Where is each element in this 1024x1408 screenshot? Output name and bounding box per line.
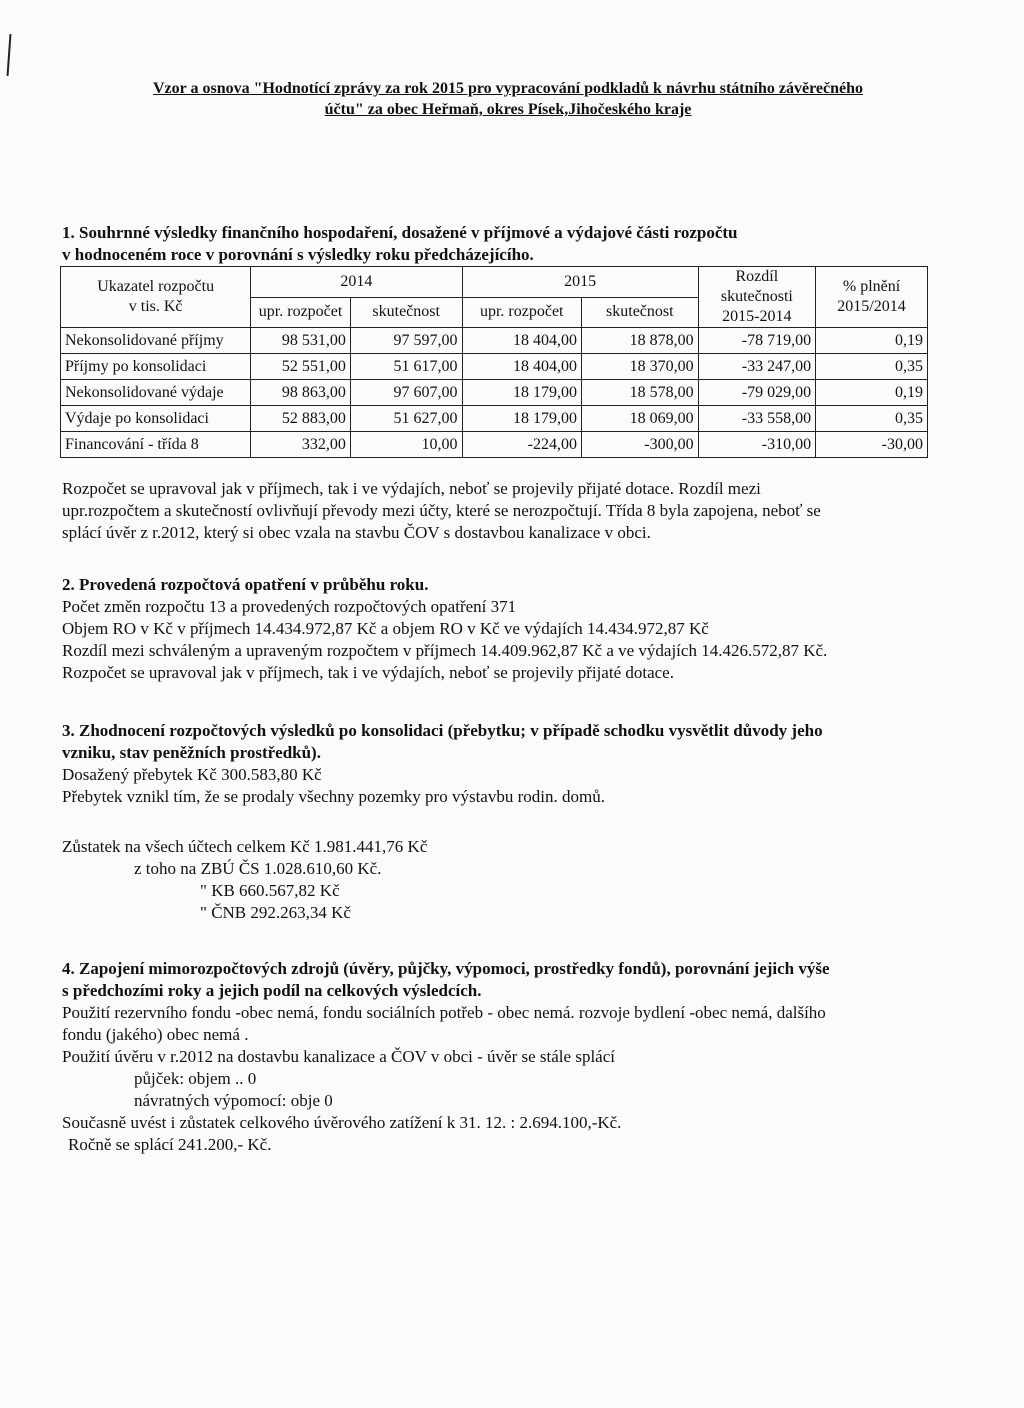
title-line-2: účtu" za obec Heřmaň, okres Písek,Jihočeského kraje [324,101,692,118]
cell-pct: 0,35 [816,406,928,432]
cell-b2014: 98 863,00 [251,380,351,406]
table-row [61,380,928,406]
cell-b2015: 18 404,00 [462,328,581,354]
title-line-1: Vzor a osnova "Hodnotící zprávy za rok 2015 pro vypracování podkladů k návrhu státního závěrečného [153,80,863,97]
header-indicator-line-1: Ukazatel rozpočtu [97,278,215,295]
cell-b2015: 18 179,00 [462,406,581,432]
section4-line-6: Současně uvést i zůstatek celkového úvěrového zatížení k 31. 12. : 2.694.100,-Kč. [62,1113,622,1132]
section1-heading-line-2: v hodnoceném roce v porovnání s výsledky roku předcházejícího. [62,245,534,264]
header-budget-2014: upr. rozpočet [251,297,351,328]
header-difference [698,267,815,328]
document-title [78,78,938,120]
section4-line-2: fondu (jakého) obec nemá . [62,1025,249,1044]
header-pct-line-2: 2015/2014 [837,298,906,315]
section3-heading-line-2: vzniku, stav peněžních prostředků). [62,743,321,762]
section1-note-line-3: splácí úvěr z r.2012, který si obec vzala na stavbu ČOV s dostavbou kanalizace v obci. [62,523,651,542]
cell-b2014: 332,00 [251,432,351,458]
cell-b2014: 52 883,00 [251,406,351,432]
cell-a2015: 18 370,00 [581,354,698,380]
section4-line-3: Použití úvěru v r.2012 na dostavbu kanalizace a ČOV v obci - úvěr se stále splácí [62,1047,615,1066]
cell-a2015: -300,00 [581,432,698,458]
table-row [61,328,928,354]
section3 [62,720,942,808]
cell-b2015: -224,00 [462,432,581,458]
header-percent [816,267,928,328]
cell-pct: 0,35 [816,354,928,380]
section4-line-5: návratných výpomocí: obje 0 [134,1091,333,1110]
row-label: Nekonsolidované příjmy [61,328,251,354]
section4-line-7: Ročně se splácí 241.200,- Kč. [68,1135,272,1154]
cell-diff: -79 029,00 [698,380,815,406]
section2 [62,574,942,684]
cell-diff: -33 247,00 [698,354,815,380]
section2-line-1: Počet změn rozpočtu 13 a provedených rozpočtových opatření 371 [62,597,517,616]
header-year-2014: 2014 [251,267,462,298]
section3-heading-line-1: 3. Zhodnocení rozpočtových výsledků po konsolidaci (přebytku; v případě schodku vysvětlit důvody jeho [62,721,823,740]
cell-a2014: 10,00 [350,432,462,458]
cell-a2014: 51 627,00 [350,406,462,432]
row-label: Financování - třída 8 [61,432,251,458]
cell-a2014: 97 597,00 [350,328,462,354]
header-budget-2015: upr. rozpočet [462,297,581,328]
section2-line-2: Objem RO v Kč v příjmech 14.434.972,87 Kč a objem RO v Kč ve výdajích 14.434.972,87 Kč [62,619,709,638]
cell-diff: -78 719,00 [698,328,815,354]
section4 [62,958,942,1156]
row-label: Nekonsolidované výdaje [61,380,251,406]
section4-heading-line-2: s předchozími roky a jejich podíl na celkových výsledcích. [62,981,482,1000]
balance-total: Zůstatek na všech účtech celkem Kč 1.981.441,76 Kč [62,837,428,856]
header-diff-line-1: Rozdíl [735,268,779,285]
section4-line-1: Použití rezervního fondu -obec nemá, fondu sociálních potřeb - obec nemá. rozvoje bydlení -obec nemá, dalšího [62,1003,826,1022]
table-header-row-1 [61,267,928,298]
section1-heading-line-1: 1. Souhrnné výsledky finančního hospodaření, dosažené v příjmové a výdajové části rozpočtu [62,223,738,242]
section2-line-4: Rozpočet se upravoval jak v příjmech, tak i ve výdajích, neboť se projevily přijaté dotace. [62,663,674,682]
pen-mark [7,34,12,76]
cell-a2015: 18 878,00 [581,328,698,354]
section1-heading [62,222,942,266]
section3-line-1: Dosažený přebytek Kč 300.583,80 Kč [62,765,322,784]
balance-kb: " KB 660.567,82 Kč [200,881,340,900]
section2-line-3: Rozdíl mezi schváleným a upraveným rozpočtem v příjmech 14.409.962,87 Kč a ve výdajích 14.426.572,87 Kč. [62,641,828,660]
cell-b2015: 18 179,00 [462,380,581,406]
header-indicator-line-2: v tis. Kč [128,298,183,315]
header-actual-2015: skutečnost [581,297,698,328]
cell-b2015: 18 404,00 [462,354,581,380]
header-year-2015: 2015 [462,267,698,298]
cell-diff: -33 558,00 [698,406,815,432]
cell-b2014: 52 551,00 [251,354,351,380]
header-diff-line-3: 2015-2014 [722,308,792,325]
table-body [61,328,928,458]
header-actual-2014: skutečnost [350,297,462,328]
section3-line-2: Přebytek vznikl tím, že se prodaly všechny pozemky pro výstavbu rodin. domů. [62,787,605,806]
section4-heading-line-1: 4. Zapojení mimorozpočtových zdrojů (úvěry, půjčky, výpomoci, prostředky fondů), porovnání jejich výše [62,959,830,978]
results-table [60,266,928,458]
section1-note [62,478,942,544]
table-row [61,406,928,432]
section1-note-line-2: upr.rozpočtem a skutečností ovlivňují převody mezi účty, které se nerozpočtují. Třída 8 byla zapojena, neboť se [62,501,821,520]
cell-pct: 0,19 [816,328,928,354]
section4-line-4: půjček: objem .. 0 [134,1069,257,1088]
cell-b2014: 98 531,00 [251,328,351,354]
header-pct-line-1: % plnění [842,278,901,295]
cell-diff: -310,00 [698,432,815,458]
cell-a2015: 18 578,00 [581,380,698,406]
cell-a2014: 51 617,00 [350,354,462,380]
header-diff-line-2: skutečnosti [720,288,793,305]
balance-cnb: " ČNB 292.263,34 Kč [200,903,351,922]
section3-balances [62,836,942,924]
cell-pct: -30,00 [816,432,928,458]
row-label: Výdaje po konsolidaci [61,406,251,432]
table-row [61,432,928,458]
table-row [61,354,928,380]
balance-zbu: z toho na ZBÚ ČS 1.028.610,60 Kč. [134,859,382,878]
section2-heading: 2. Provedená rozpočtová opatření v průběhu roku. [62,575,429,594]
cell-a2014: 97 607,00 [350,380,462,406]
cell-a2015: 18 069,00 [581,406,698,432]
row-label: Příjmy po konsolidaci [61,354,251,380]
header-indicator [61,267,251,328]
cell-pct: 0,19 [816,380,928,406]
section1-note-line-1: Rozpočet se upravoval jak v příjmech, tak i ve výdajích, neboť se projevily přijaté dotace. Rozdíl mezi [62,479,761,498]
